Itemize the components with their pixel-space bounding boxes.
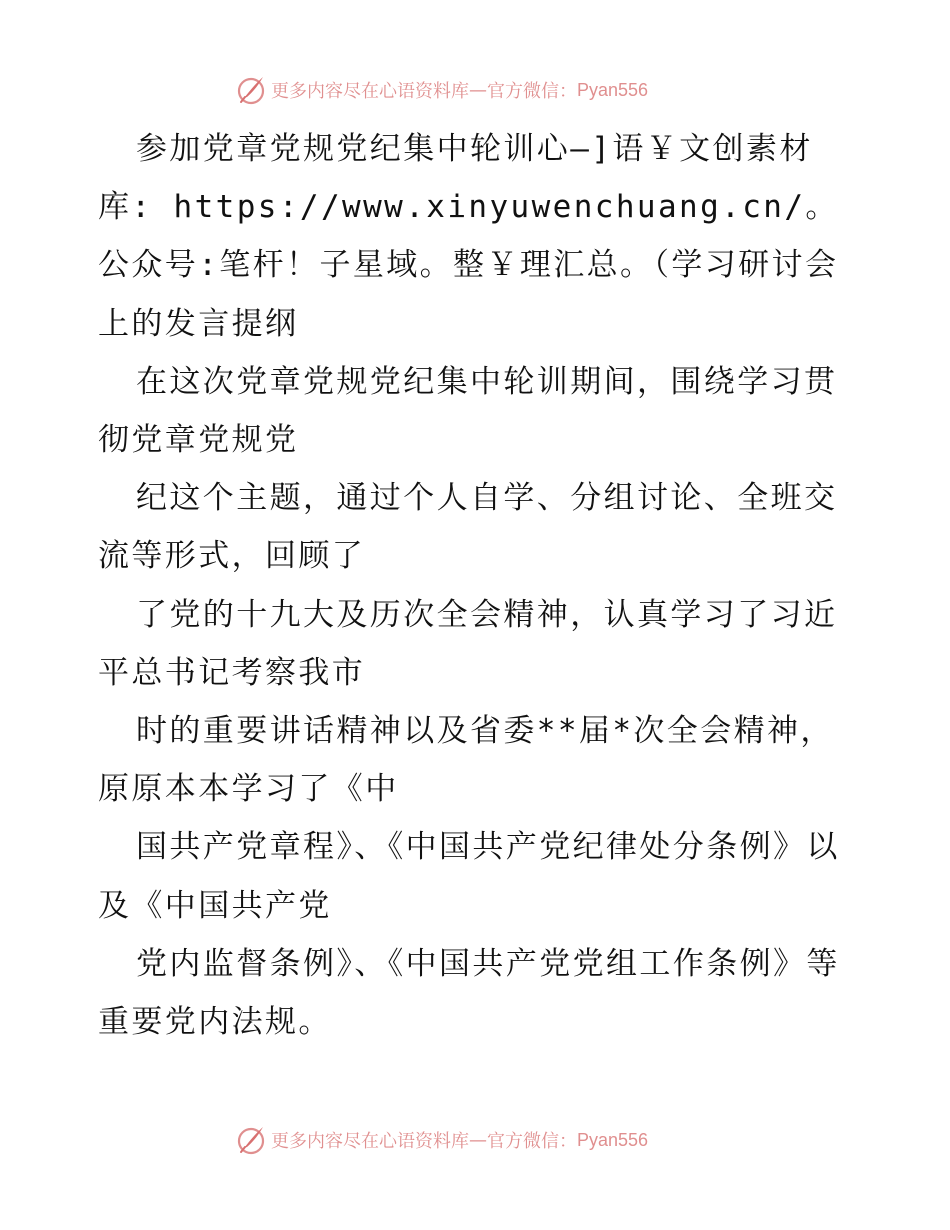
paragraph: 了党的十九大及历次全会精神，认真学习了习近平总书记考察我市 — [98, 596, 838, 691]
paragraph: 党内监督条例》、《中国共产党党组工作条例》等重要党内法规。 — [98, 945, 840, 1041]
watermark-wechat-id: Pyan556 — [577, 79, 649, 100]
footer-watermark — [235, 1123, 735, 1157]
feather-pen-logo-icon — [235, 74, 267, 106]
paragraph: 在这次党章党规党纪集中轮训期间，围绕学习贯彻党章党规党 — [98, 363, 838, 459]
paragraph: 国共产党章程》、《中国共产党纪律处分条例》以及《中国共产党 — [98, 829, 840, 924]
header-watermark — [235, 73, 735, 107]
paragraph: 参加党章党规党纪集中轮训心—]语￥文创素材库: https://www.xinyuwenchuang.cn/。公众号:笔杆！子星域。整￥理汇总。（学习研讨会上的发言提纲 — [98, 131, 839, 342]
watermark-dash: — — [469, 1129, 487, 1151]
watermark-wechat-label: 官方微信： — [487, 1131, 577, 1152]
watermark-title: 更多内容尽在心语资料库 — [271, 81, 469, 102]
paragraph: 时的重要讲话精神以及省委**届*次全会精神，原原本本学习了《中 — [98, 713, 834, 808]
document-body — [98, 120, 858, 1051]
watermark-wechat-id: Pyan556 — [577, 1129, 649, 1150]
paragraph: 纪这个主题，通过个人自学、分组讨论、全班交流等形式，回顾了 — [98, 480, 838, 575]
watermark-dash: — — [469, 79, 487, 101]
watermark-wechat-label: 官方微信： — [487, 81, 577, 102]
feather-pen-logo-icon — [235, 1124, 267, 1156]
watermark-title: 更多内容尽在心语资料库 — [271, 1131, 469, 1152]
